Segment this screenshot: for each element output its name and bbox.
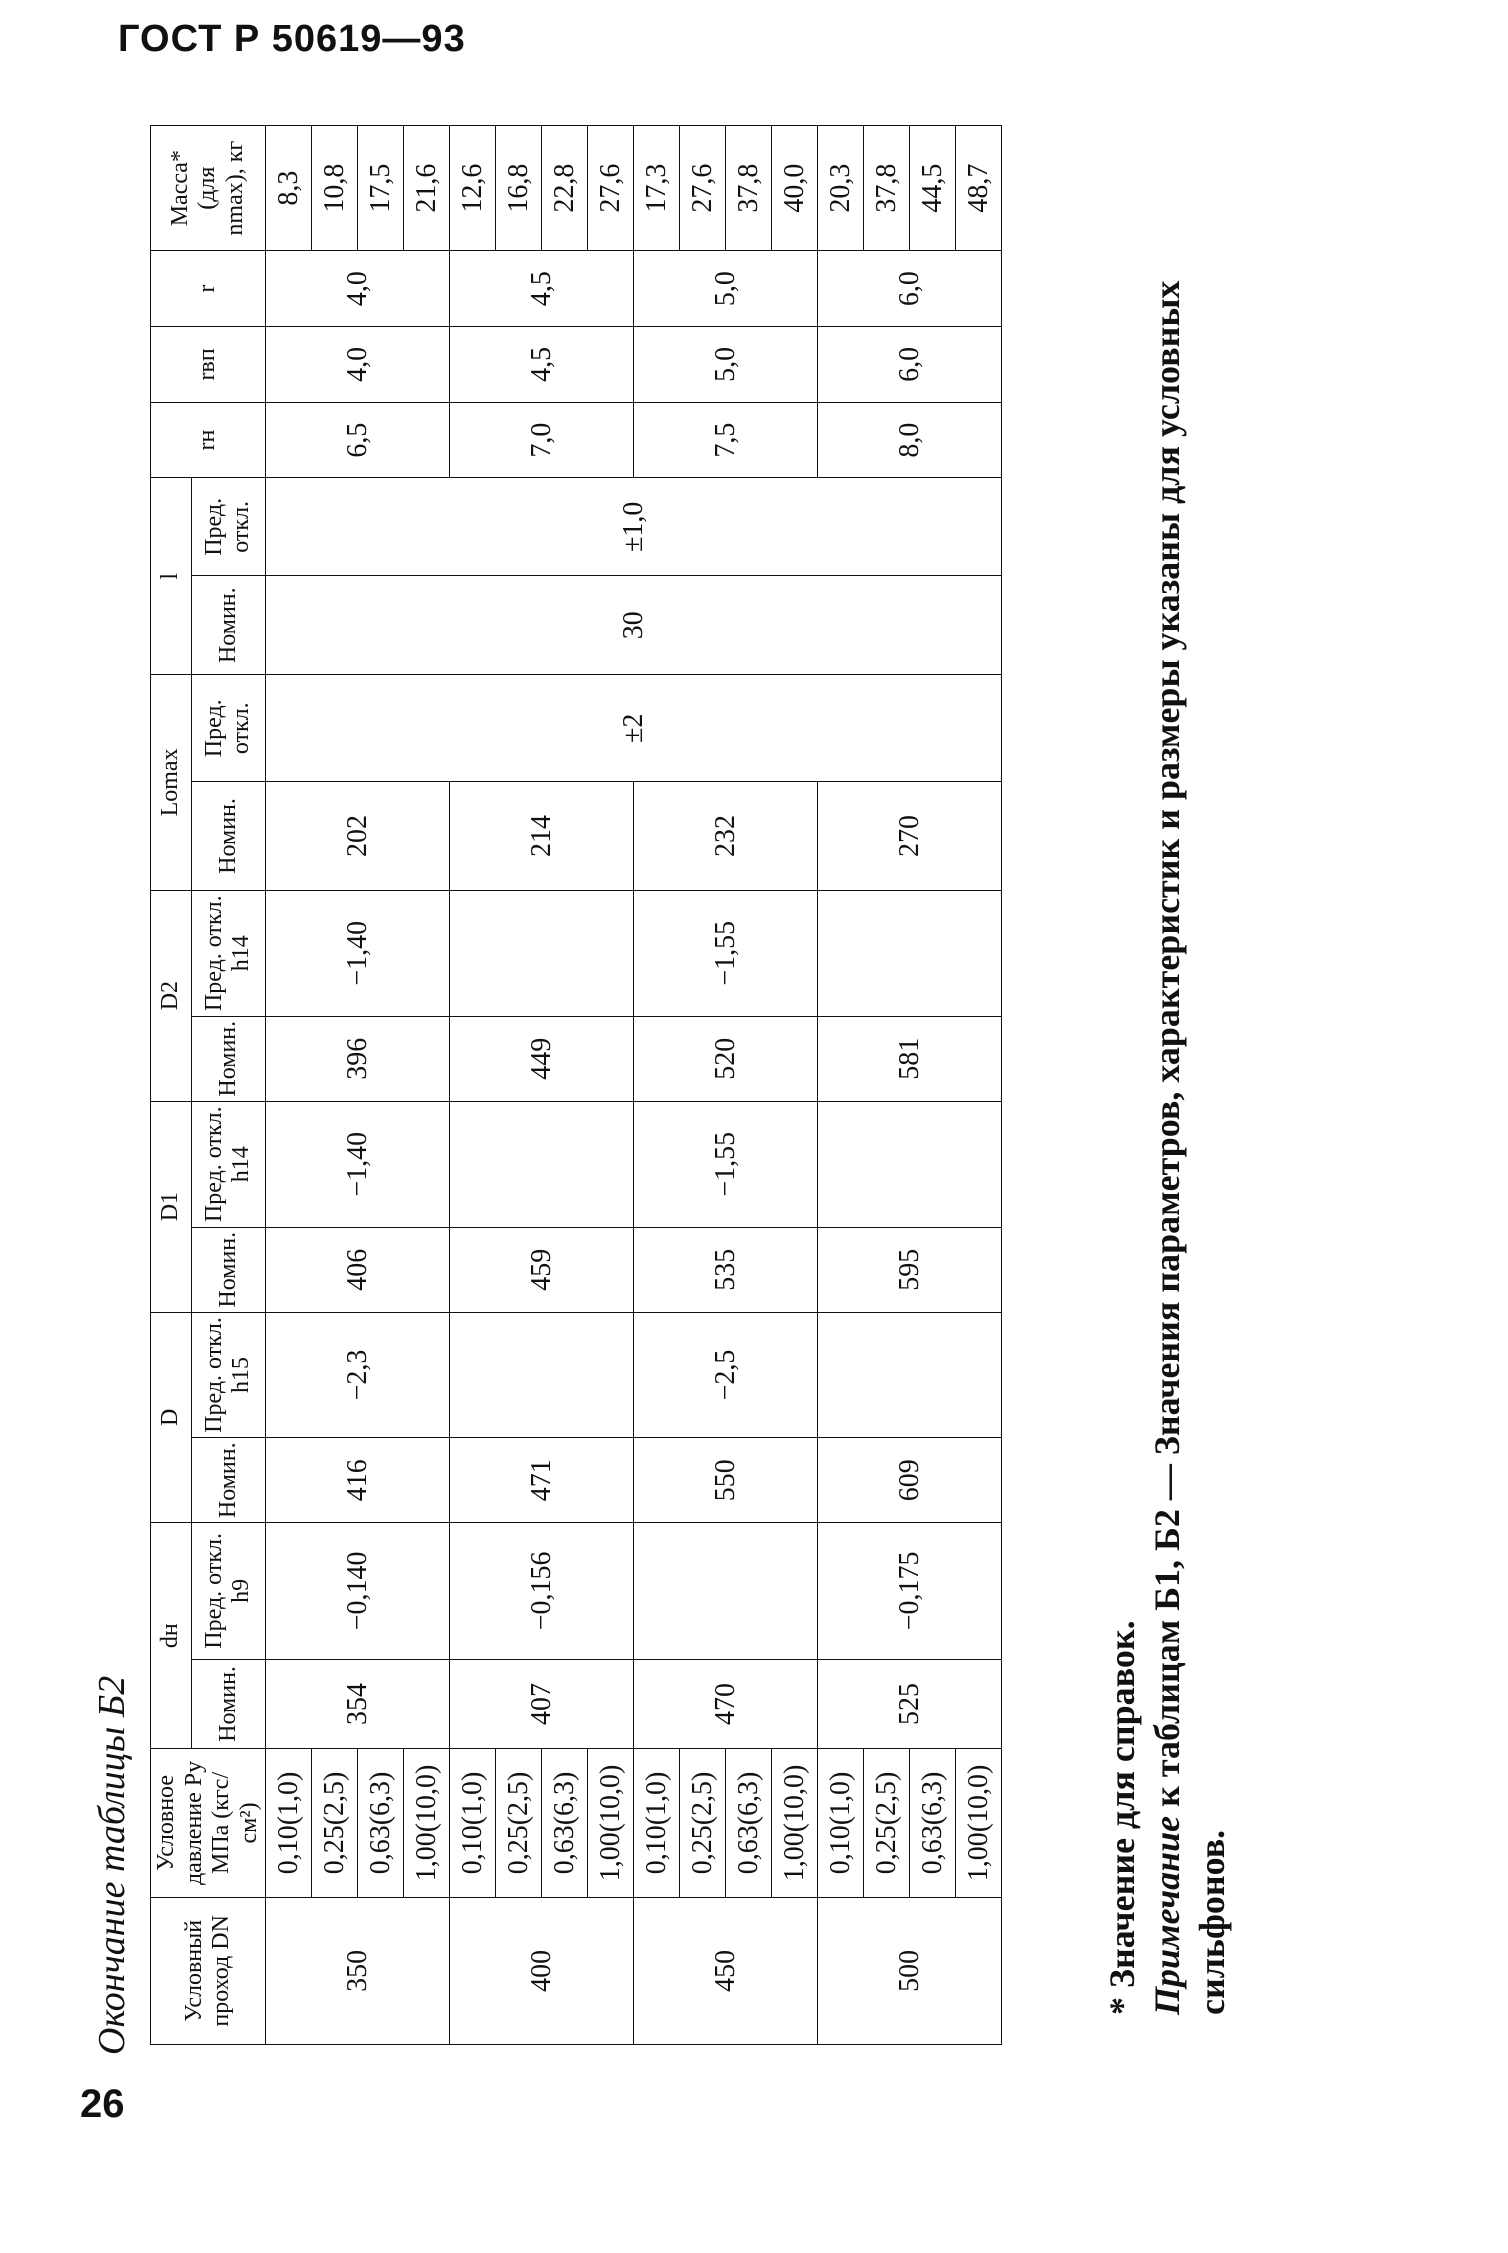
cell-mass: 44,5 [910,126,956,251]
parameters-table [150,125,1002,2045]
sub-nom: Номин. [191,576,266,675]
cell-mass: 21,6 [404,126,450,251]
cell-d-tol [450,1312,634,1438]
cell-dh: 407 [450,1659,634,1749]
cell-d2-tol [818,890,1002,1016]
cell-dh: 525 [818,1659,1002,1749]
table-row [266,126,312,2045]
cell-dh: 354 [266,1659,450,1749]
sub-nom: Номин. [191,1016,266,1101]
cell-d1: 406 [266,1227,450,1312]
cell-pressure: 0,10(1,0) [634,1749,680,1897]
table-row [634,126,680,2045]
cell-rn: 8,0 [818,402,1002,478]
cell-d1-tol [818,1101,1002,1227]
notes [1100,165,1235,2015]
col-rvp: rвп [151,327,266,403]
cell-d2: 396 [266,1016,450,1101]
cell-d-tol: −2,5 [634,1312,818,1438]
cell-mass: 12,6 [450,126,496,251]
cell-r: 5,0 [634,251,818,327]
cell-dh-tol: −0,140 [266,1523,450,1660]
col-py: Условное давление Ру МПа (кгс/см²) [151,1749,266,1897]
cell-pressure: 0,10(1,0) [818,1749,864,1897]
cell-pressure: 0,25(2,5) [312,1749,358,1897]
cell-r: 4,0 [266,251,450,327]
cell-pressure: 1,00(10,0) [772,1749,818,1897]
cell-mass: 37,8 [864,126,910,251]
cell-mass: 22,8 [542,126,588,251]
sub-tol-h14: Пред. откл. h14 [191,1101,266,1227]
cell-r: 6,0 [818,251,1002,327]
cell-pressure: 0,63(6,3) [542,1749,588,1897]
cell-d1: 535 [634,1227,818,1312]
cell-mass: 37,8 [726,126,772,251]
sub-nom: Номин. [191,1659,266,1749]
cell-dh: 470 [634,1659,818,1749]
col-d1: D1 [151,1101,192,1312]
cell-rvp: 6,0 [818,327,1002,403]
cell-dh-tol: −0,175 [818,1523,1002,1660]
cell-d1: 595 [818,1227,1002,1312]
sub-tol-h14: Пред. откл. h14 [191,890,266,1016]
cell-pressure: 0,10(1,0) [266,1749,312,1897]
cell-rn: 6,5 [266,402,450,478]
cell-mass: 48,7 [956,126,1002,251]
cell-pressure: 0,63(6,3) [358,1749,404,1897]
cell-l-nom: 30 [266,576,1002,675]
table-row [450,126,496,2045]
cell-mass: 27,6 [588,126,634,251]
note [1145,165,1235,2015]
cell-d: 550 [634,1438,818,1523]
cell-pressure: 0,25(2,5) [864,1749,910,1897]
cell-d1-tol: −1,40 [266,1101,450,1227]
cell-rn: 7,0 [450,402,634,478]
col-d2: D2 [151,890,192,1101]
col-l: l [151,478,192,675]
cell-l-tol: ±1,0 [266,478,1002,576]
cell-d: 471 [450,1438,634,1523]
cell-d-tol: −2,3 [266,1312,450,1438]
cell-mass: 10,8 [312,126,358,251]
cell-pressure: 0,25(2,5) [496,1749,542,1897]
sub-tol-h9: Пред. откл. h9 [191,1523,266,1660]
sub-tol-h15: Пред. откл. h15 [191,1312,266,1438]
cell-mass: 17,5 [358,126,404,251]
cell-dh-tol [634,1523,818,1660]
cell-dn: 450 [634,1897,818,2044]
col-dh: dн [151,1523,192,1749]
cell-d2: 449 [450,1016,634,1101]
rotated-table-area [90,125,1420,2055]
cell-lomax: 202 [266,782,450,890]
cell-d1-tol [450,1101,634,1227]
standard-header: ГОСТ Р 50619—93 [118,18,466,60]
cell-mass: 17,3 [634,126,680,251]
cell-rn: 7,5 [634,402,818,478]
cell-mass: 16,8 [496,126,542,251]
header-row-top [151,126,192,2045]
col-lomax: Lomax [151,675,192,890]
cell-d-tol [818,1312,1002,1438]
sub-nom: Номин. [191,782,266,890]
col-r: r [151,251,266,327]
note-text: к таблицам Б1, Б2 — Значения параметров, характеристик и размеры указаны для условных сильфонов. [1147,280,1232,2015]
cell-r: 4,5 [450,251,634,327]
cell-d2-tol: −1,40 [266,890,450,1016]
cell-d1-tol: −1,55 [634,1101,818,1227]
cell-rvp: 4,0 [266,327,450,403]
sub-tol: Пред. откл. [191,478,266,576]
cell-d2: 581 [818,1016,1002,1101]
page-number: 26 [80,2082,125,2126]
cell-dh-tol: −0,156 [450,1523,634,1660]
cell-dn: 350 [266,1897,450,2044]
cell-d1: 459 [450,1227,634,1312]
col-rn: rн [151,402,266,478]
cell-lomax-tol: ±2 [266,675,1002,782]
cell-pressure: 1,00(10,0) [588,1749,634,1897]
sub-nom: Номин. [191,1227,266,1312]
footnote: * Значение для справок. [1102,1620,1142,2015]
cell-d: 416 [266,1438,450,1523]
col-dn: Условный проход DN [151,1897,266,2044]
cell-mass: 20,3 [818,126,864,251]
cell-pressure: 0,63(6,3) [726,1749,772,1897]
sub-tol: Пред. откл. [191,675,266,782]
cell-mass: 27,6 [680,126,726,251]
cell-dn: 400 [450,1897,634,2044]
cell-pressure: 1,00(10,0) [404,1749,450,1897]
col-d: D [151,1312,192,1523]
table-row [818,126,864,2045]
cell-lomax: 214 [450,782,634,890]
cell-d2: 520 [634,1016,818,1101]
cell-rvp: 5,0 [634,327,818,403]
cell-d2-tol [450,890,634,1016]
table-body [266,126,1002,2045]
cell-mass: 40,0 [772,126,818,251]
col-mass: Масса* (для nmax), кг [151,126,266,251]
cell-d2-tol: −1,55 [634,890,818,1016]
cell-d: 609 [818,1438,1002,1523]
cell-dn: 500 [818,1897,1002,2044]
table-caption: Окончание таблицы Б2 [91,1675,133,2055]
cell-lomax: 270 [818,782,1002,890]
cell-pressure: 1,00(10,0) [956,1749,1002,1897]
cell-pressure: 0,63(6,3) [910,1749,956,1897]
cell-lomax: 232 [634,782,818,890]
cell-pressure: 0,25(2,5) [680,1749,726,1897]
cell-pressure: 0,10(1,0) [450,1749,496,1897]
cell-rvp: 4,5 [450,327,634,403]
sub-nom: Номин. [191,1438,266,1523]
cell-mass: 8,3 [266,126,312,251]
note-label: Примечание [1147,1815,1187,2015]
